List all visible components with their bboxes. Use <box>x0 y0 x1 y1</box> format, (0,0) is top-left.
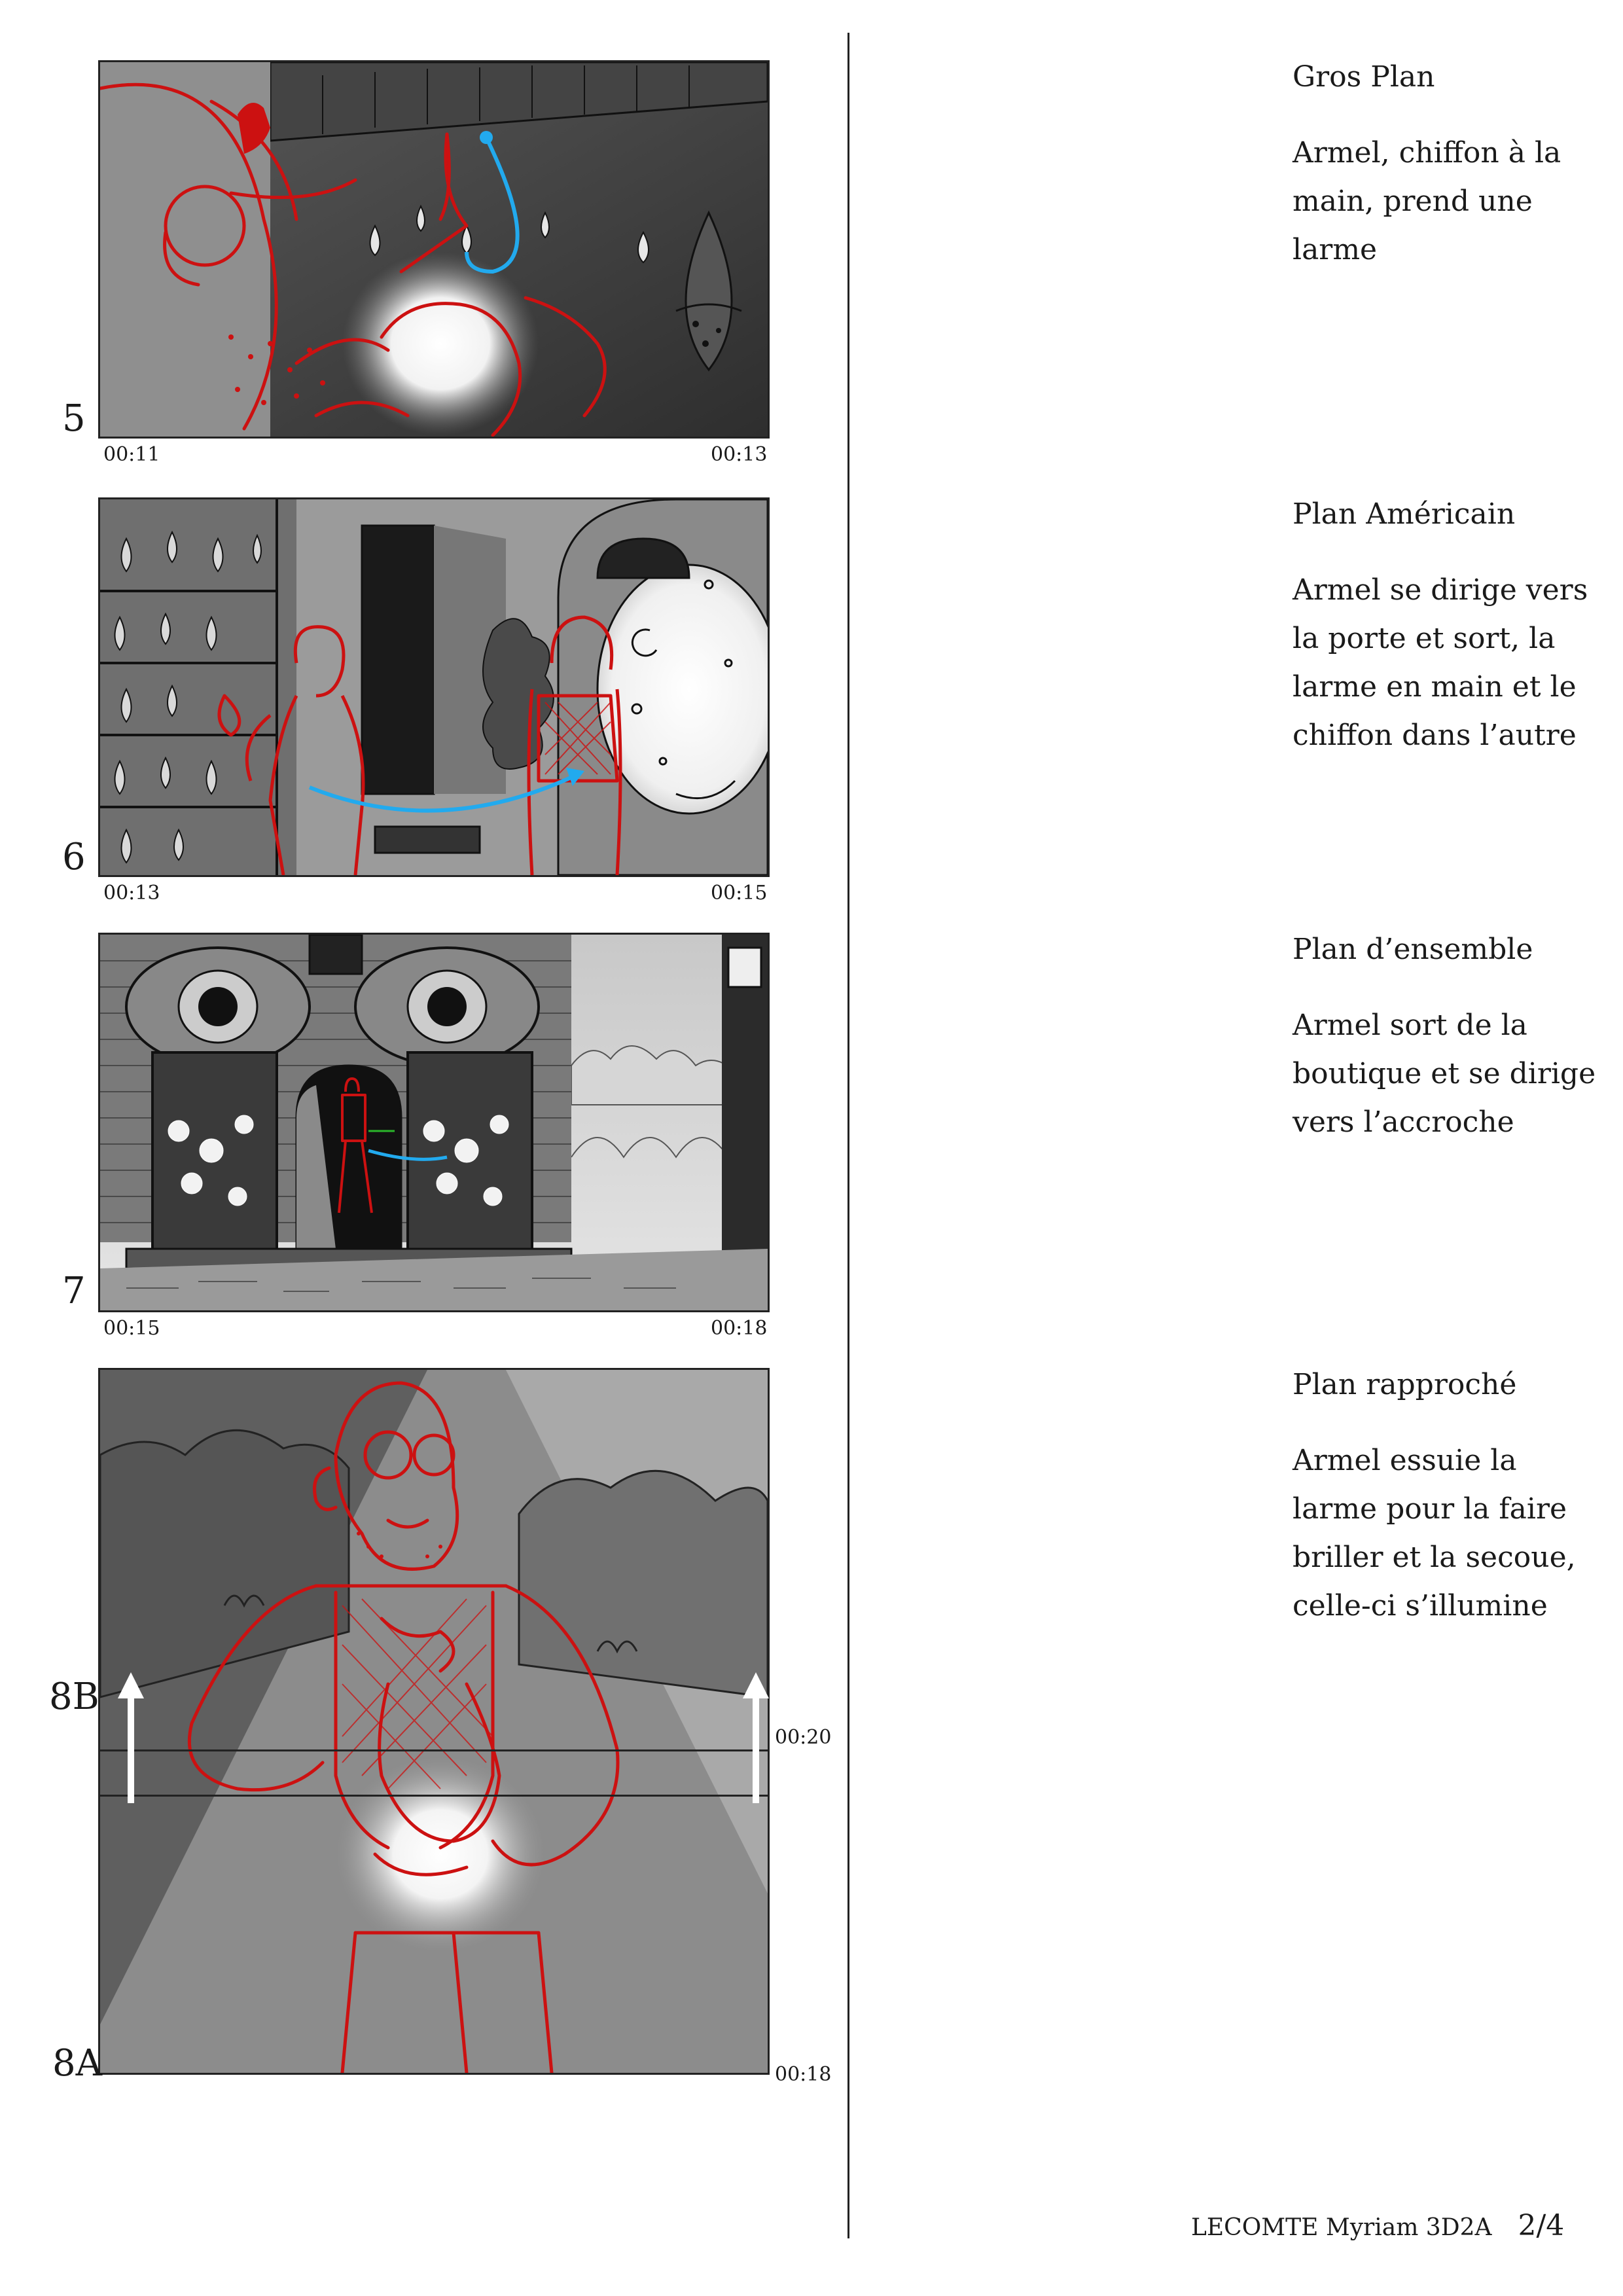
panel-6-drawing <box>100 499 768 875</box>
shot-type: Plan Américain <box>1293 497 1516 531</box>
camera-move-arrow-left <box>128 1692 134 1803</box>
timecode-start: 00:13 <box>103 882 160 905</box>
shot-description-8 <box>1293 1368 1607 1630</box>
arrow-up-icon <box>118 1672 144 1712</box>
timecode-end: 00:18 <box>711 1317 768 1340</box>
framing-line-8b-top <box>98 1749 770 1751</box>
panel-5-drawing <box>100 62 768 437</box>
column-divider <box>847 33 849 2238</box>
timecode-start: 00:11 <box>103 443 160 466</box>
page-footer <box>1191 2209 1564 2242</box>
shot-number-8a: 8A <box>52 2042 103 2085</box>
timecode-8a: 00:18 <box>775 2063 832 2086</box>
shot-type: Plan rapproché <box>1293 1368 1517 1401</box>
camera-move-arrow-right <box>753 1692 759 1803</box>
shot-number-8b: 8B <box>49 1676 99 1718</box>
framing-line-8b-bottom <box>98 1795 770 1797</box>
shot-number: 5 <box>62 397 86 440</box>
shot-action: Armel essuie la larme pour la faire briller et la secoue, celle-ci s’illumine <box>1293 1443 1576 1623</box>
shot-description-6 <box>1293 497 1607 760</box>
storyboard-panel-6 <box>98 497 770 877</box>
shot-number: 7 <box>62 1270 86 1312</box>
timecode-8b: 00:20 <box>775 1726 832 1749</box>
shot-description-5 <box>1293 60 1607 274</box>
shot-action: Armel sort de la boutique et se dirige vers l’accroche <box>1293 1008 1596 1139</box>
timecode-end: 00:13 <box>711 443 768 466</box>
arrow-up-icon <box>743 1672 769 1712</box>
panel-8-drawing <box>100 1370 768 2073</box>
shot-action: Armel, chiffon à la main, prend une larme <box>1293 135 1561 266</box>
storyboard-panel-8 <box>98 1368 770 2075</box>
timecode-start: 00:15 <box>103 1317 160 1340</box>
storyboard-panel-5 <box>98 60 770 439</box>
panel-7-drawing <box>100 935 768 1310</box>
timecode-end: 00:15 <box>711 882 768 905</box>
page-number: 2/4 <box>1518 2209 1565 2242</box>
shot-number: 6 <box>62 836 86 878</box>
shot-description-7 <box>1293 933 1607 1147</box>
shot-type: Gros Plan <box>1293 60 1435 94</box>
storyboard-panel-7 <box>98 933 770 1312</box>
author-credit: LECOMTE Myriam 3D2A <box>1191 2214 1492 2241</box>
shot-action: Armel se dirige vers la porte et sort, la larme en main et le chiffon dans l’autre <box>1293 573 1588 752</box>
shot-type: Plan d’ensemble <box>1293 933 1533 966</box>
